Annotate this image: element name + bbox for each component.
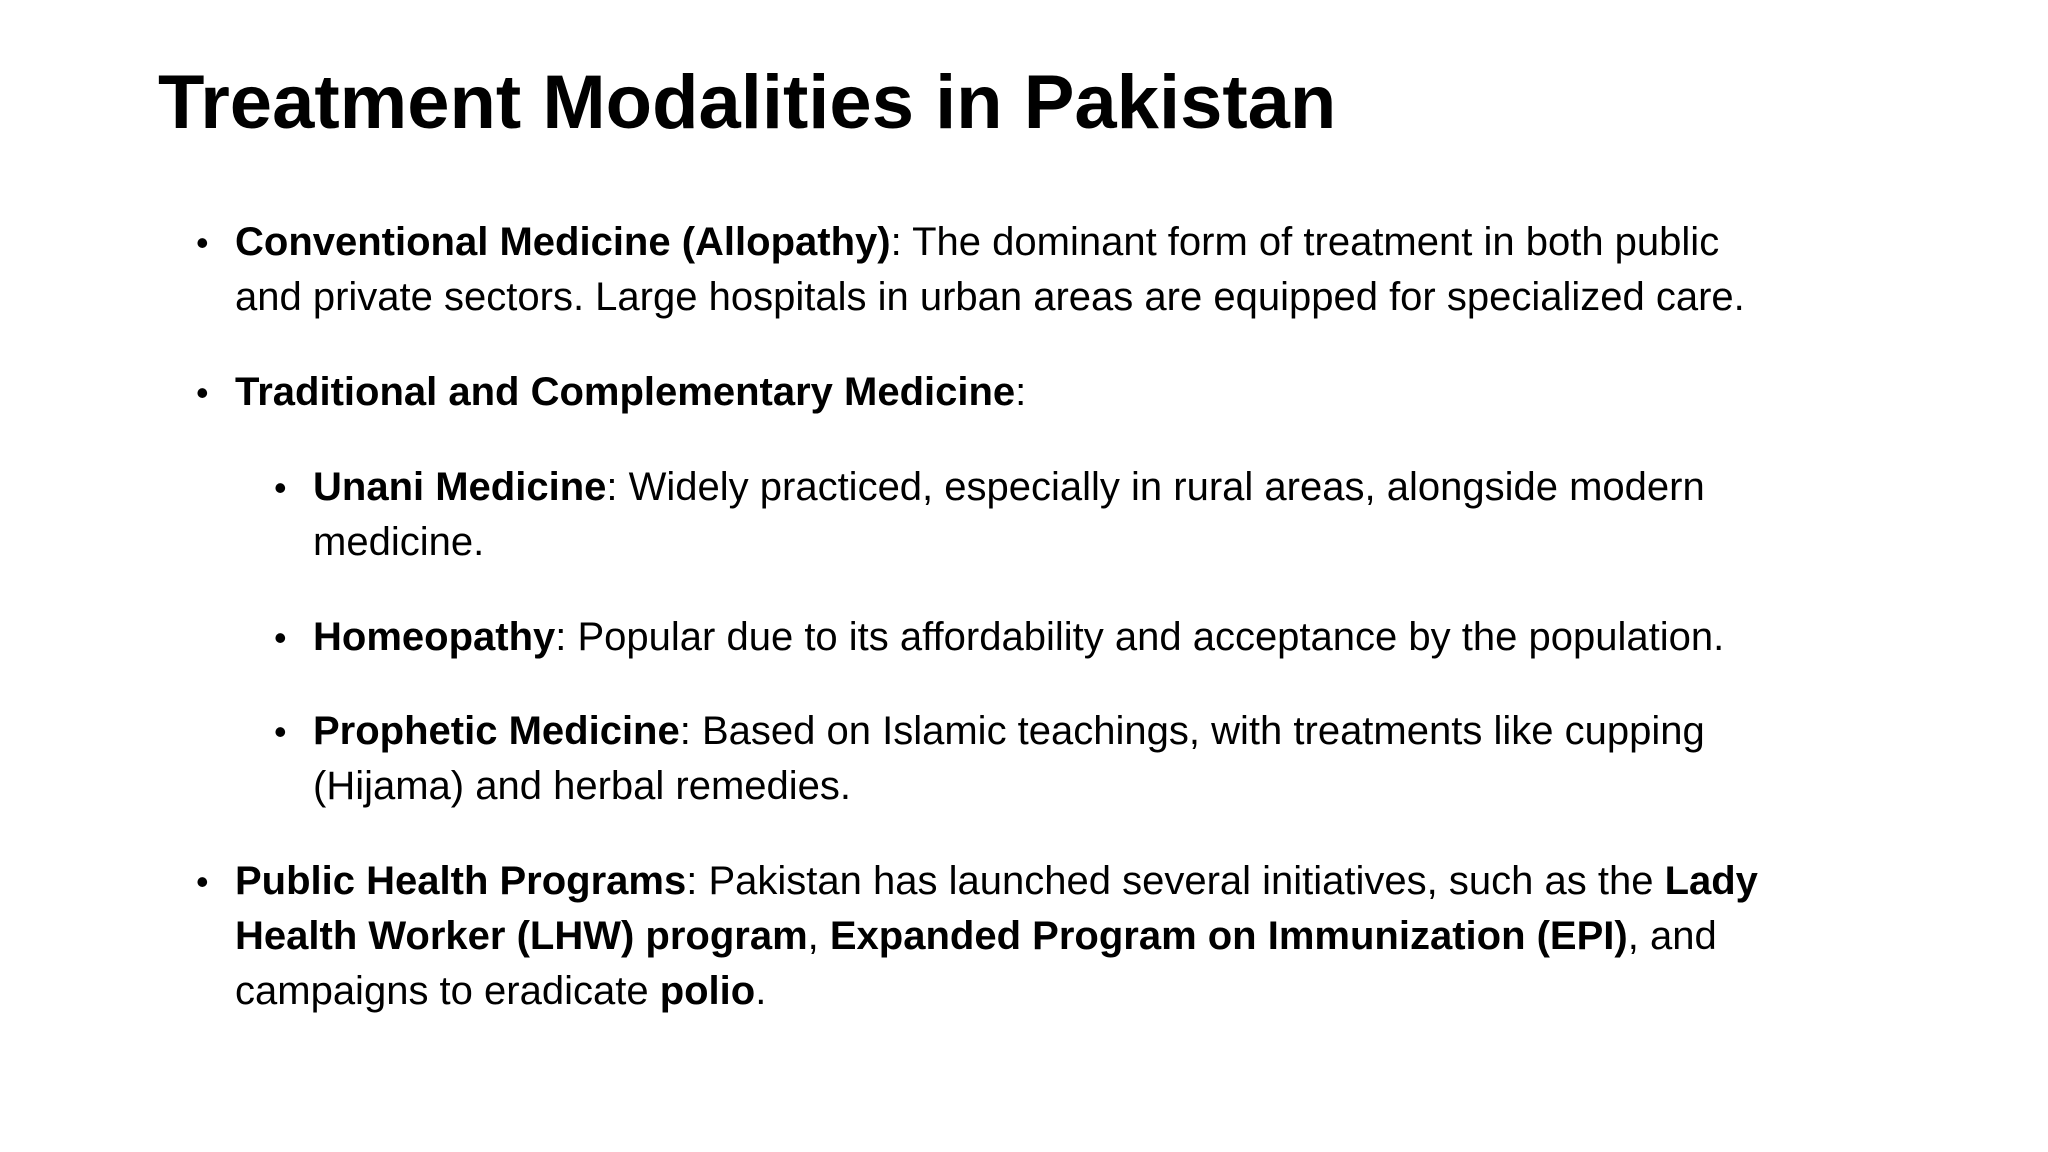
text: medicine. [313, 520, 485, 564]
bold-text: polio [659, 969, 756, 1013]
bold-text: Expanded Program on Immunization (EPI) [829, 914, 1628, 958]
text-line [235, 964, 1758, 1019]
slide-title: Treatment Modalities in Pakistan [158, 60, 1337, 145]
bold-text: Unani Medicine [313, 465, 607, 509]
bold-text: Lady [1664, 859, 1758, 903]
text-line [235, 909, 1758, 964]
text-line [235, 215, 1745, 270]
text: : [1015, 370, 1027, 414]
bullet-item-public-health-programs [196, 854, 1758, 1019]
bullet-text [235, 215, 1745, 325]
bold-text: Traditional and Complementary Medicine [235, 370, 1016, 414]
bullet-item-homeopathy [274, 610, 1725, 665]
bullet-item-prophetic-medicine [274, 704, 1705, 814]
text: . [755, 969, 767, 1013]
bullet-text [313, 704, 1705, 814]
bullet-dot-icon: • [196, 222, 209, 263]
bullet-item-conventional-medicine [196, 215, 1745, 325]
text-line [235, 270, 1745, 325]
text-line [313, 704, 1705, 759]
text-line [313, 460, 1705, 515]
bold-text: Prophetic Medicine [313, 709, 680, 753]
bullet-dot-icon: • [196, 861, 209, 902]
text-line [313, 759, 1705, 814]
bold-text: Conventional Medicine (Allopathy) [235, 220, 891, 264]
bullet-text [235, 365, 1026, 420]
bullet-item-unani-medicine [274, 460, 1705, 570]
text: : Popular due to its affordability and acceptance by the population. [555, 615, 1725, 659]
text: and private sectors. Large hospitals in urban areas are equipped for specialized care. [235, 275, 1745, 319]
text: (Hijama) and herbal remedies. [313, 764, 852, 808]
bold-text: Health Worker (LHW) program [235, 914, 808, 958]
text: : Based on Islamic teachings, with treatments like cupping [679, 709, 1705, 753]
bullet-dot-icon: • [196, 372, 209, 413]
bold-text: Public Health Programs [235, 859, 687, 903]
text: , and [1627, 914, 1717, 958]
text: , [807, 914, 830, 958]
bullet-item-traditional-medicine [196, 365, 1027, 420]
text-line [235, 854, 1758, 909]
text: : The dominant form of treatment in both public [890, 220, 1720, 264]
text: campaigns to eradicate [235, 969, 660, 1013]
text: : Widely practiced, especially in rural areas, alongside modern [606, 465, 1705, 509]
bullet-dot-icon: • [274, 617, 287, 658]
text-line [235, 365, 1026, 420]
bullet-dot-icon: • [274, 711, 287, 752]
bold-text: Homeopathy [313, 615, 556, 659]
bullet-text [313, 610, 1724, 665]
text-line [313, 610, 1724, 665]
bullet-text [313, 460, 1705, 570]
text-line [313, 515, 1705, 570]
bullet-dot-icon: • [274, 467, 287, 508]
text: : Pakistan has launched several initiatives, such as the [686, 859, 1665, 903]
bullet-text [235, 854, 1758, 1019]
